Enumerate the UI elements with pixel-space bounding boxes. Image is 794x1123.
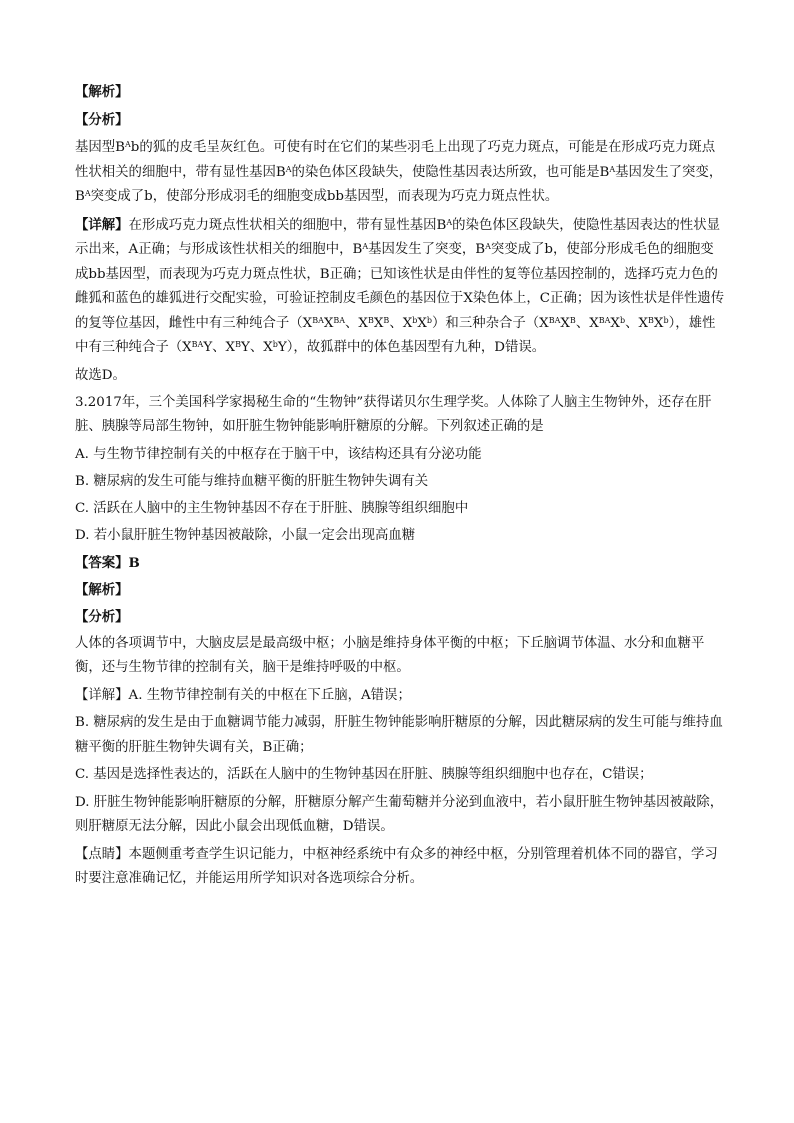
document-page <box>75 80 725 895</box>
option-d: D. 若小鼠肝脏生物钟基因被敲除，小鼠一定会出现高血糖 <box>75 527 416 543</box>
section-heading-fenxi-2: 【分析】 <box>75 608 129 625</box>
detail-d: D. 肝脏生物钟能影响肝糖原的分解，肝糖原分解产生葡萄糖并分泌到血液中，若小鼠肝脏生物钟基因被敲除，则肝糖原无法分解，因此小鼠会出现低血糖，D错误。 <box>75 794 724 834</box>
highlight-paragraph: 【点睛】本题侧重考查学生识记能力，中枢神经系统中有众多的神经中枢，分别管理着机体不同的器官，学习时要注意准确记忆，并能运用所学知识对各选项综合分析。 <box>75 846 718 886</box>
analysis-paragraph: 基因型$B^Ab$的狐的皮毛呈灰红色。可使有时在它们的某些羽毛上出现了巧克力斑点，可能是在形成巧克力斑点性状相关的细胞中，带有显性基因$B^A$的染色体区段缺失，使隐性基因表达所致，也可能是$B^A$基因发生了突变，$B^A$突变成了b，使部分形成羽毛的细胞变成bb基因型，而表现为巧克力斑点性状。 <box>75 140 723 204</box>
option-a: A. 与生物节律控制有关的中枢存在于脑干中，该结构还具有分泌功能 <box>75 446 482 462</box>
option-c: C. 活跃在人脑中的主生物钟基因不存在于肝脏、胰腺等组织细胞中 <box>75 500 469 516</box>
option-b: B. 糖尿病的发生可能与维持血糖平衡的肝脏生物钟失调有关 <box>75 473 429 489</box>
detail-a: 【详解】A. 生物节律控制有关的中枢在下丘脑，A错误； <box>75 687 411 703</box>
analysis-paragraph-2: 人体的各项调节中，大脑皮层是最高级中枢；小脑是维持身体平衡的中枢；下丘脑调节体温、水分和血糖平衡，还与生物节律的控制有关，脑干是维持呼吸的中枢。 <box>75 635 705 675</box>
answer-label: 【答案】B <box>75 554 140 571</box>
detail-paragraph: 【详解】在形成巧克力斑点性状相关的细胞中，带有显性基因$B^A$的染色体区段缺失，使隐性基因表达的性状显示出来，A正确；与形成该性状相关的细胞中，$B^A$基因发生了突变，$B^A$突变成了b，使部分形成毛色的细胞变成bb基因型，而表现为巧克力斑点性状，B正确；已知该性状是由伴性的复等位基因控制的，选择巧克力色的雌狐和蓝色的雄狐进行交配实验，可验证控制皮毛颜色的基因位于X染色体上，C正确；因为该性状是伴性遗传的复等位基因，雌性中有三种纯合子（$X^{BA}X^{BA}$、$X^BX^B$、$X^bX^b$）和三种杂合子（$X^{BA}X^B$、$X^{BA}X^b$、$X^BX^b$），雄性中有三种纯合子（$X^{BA}Y$、$X^BY$、$X^bY$），故狐群中的体色基因型有九种，D错误。 <box>75 216 725 355</box>
section-heading-jiexi-2: 【解析】 <box>75 581 129 598</box>
conclusion-text: 故选D。 <box>75 367 126 383</box>
section-heading-jiexi: 【解析】 <box>75 84 129 100</box>
detail-c: C. 基因是选择性表达的，活跃在人脑中的生物钟基因在肝脏、胰腺等组织细胞中也存在，C错误； <box>75 767 653 782</box>
section-heading-fenxi: 【分析】 <box>75 112 129 128</box>
question-3-stem: 3.2017年，三个美国科学家揭秘生命的“生物钟”获得诺贝尔生理学奖。人体除了人脑主生物钟外，还存在肝脏、胰腺等局部生物钟，如肝脏生物钟能影响肝糖原的分解。下列叙述正确的是 <box>75 394 712 434</box>
detail-b: B. 糖尿病的发生是由于血糖调节能力减弱，肝脏生物钟能影响肝糖原的分解，因此糖尿病的发生可能与维持血糖平衡的肝脏生物钟失调有关，B正确； <box>75 715 723 755</box>
